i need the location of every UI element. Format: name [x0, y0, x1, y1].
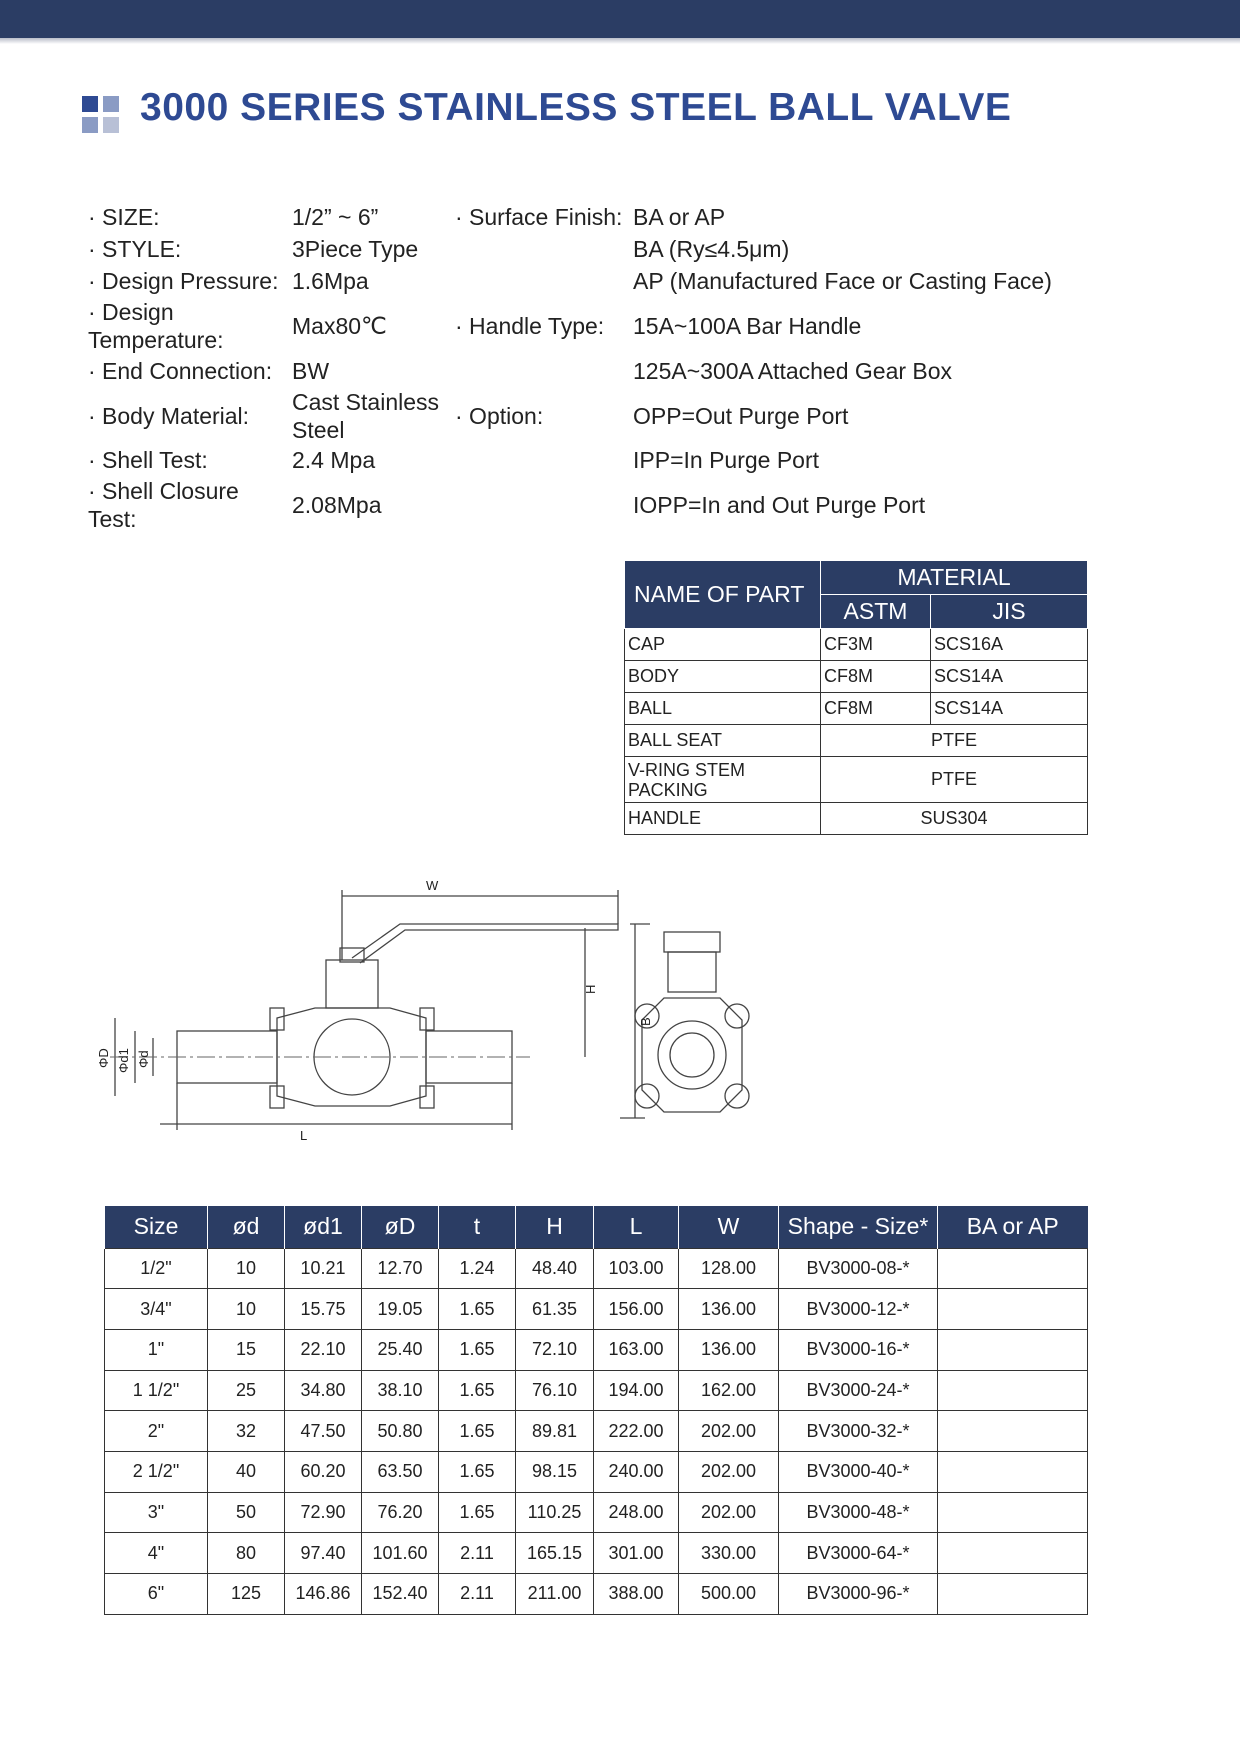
astm-cell: CF8M [821, 661, 931, 693]
cell-shape-size: BV3000-64-* [779, 1533, 938, 1574]
spec-shell-closure-value: 2.08Mpa [292, 492, 382, 518]
cell-ba-or-ap [938, 1492, 1088, 1533]
cell-w: 202.00 [679, 1451, 779, 1492]
cell-t: 1.65 [439, 1451, 516, 1492]
table-row [105, 1451, 1088, 1492]
astm-cell: CF3M [821, 629, 931, 661]
cell-shape-size: BV3000-48-* [779, 1492, 938, 1533]
cell-od: 25 [208, 1370, 285, 1411]
cell-od: 32 [208, 1411, 285, 1452]
table-row [105, 1411, 1088, 1452]
cell-t: 1.65 [439, 1370, 516, 1411]
cell-t: 1.65 [439, 1329, 516, 1370]
cell-od1: 146.86 [285, 1574, 362, 1615]
material-cell: SUS304 [821, 803, 1088, 835]
cell-ba-or-ap [938, 1451, 1088, 1492]
cell-l: 240.00 [594, 1451, 679, 1492]
material-header: MATERIAL [821, 561, 1088, 595]
col-header-t: t [439, 1206, 516, 1248]
cell-l: 222.00 [594, 1411, 679, 1452]
spec-temperature-value: Max80℃ [292, 313, 387, 339]
cell-size: 6" [105, 1574, 208, 1615]
cell-oD: 63.50 [362, 1451, 439, 1492]
cell-oD: 101.60 [362, 1533, 439, 1574]
spec-handle-label: · Handle Type: [455, 313, 605, 339]
cell-ba-or-ap [938, 1329, 1088, 1370]
cell-l: 156.00 [594, 1289, 679, 1330]
stem [326, 960, 378, 1008]
table-row [105, 1574, 1088, 1615]
spec-option-label: · Option: [455, 403, 544, 429]
cell-ba-or-ap [938, 1289, 1088, 1330]
cell-l: 301.00 [594, 1533, 679, 1574]
cell-od: 15 [208, 1329, 285, 1370]
dim-w-label: W [426, 878, 439, 893]
jis-cell: SCS14A [931, 661, 1088, 693]
cell-od1: 10.21 [285, 1248, 362, 1289]
col-header-od1: ød1 [285, 1206, 362, 1248]
col-header-oD: øD [362, 1206, 439, 1248]
cell-l: 194.00 [594, 1370, 679, 1411]
part-name: V-RING STEM PACKING [625, 757, 821, 803]
table-row [625, 661, 1088, 693]
cell-shape-size: BV3000-12-* [779, 1289, 938, 1330]
table-row [105, 1329, 1088, 1370]
table-row [105, 1248, 1088, 1289]
cell-shape-size: BV3000-32-* [779, 1411, 938, 1452]
part-name: BODY [625, 661, 821, 693]
cell-h: 165.15 [516, 1533, 594, 1574]
cell-shape-size: BV3000-16-* [779, 1329, 938, 1370]
cell-t: 1.65 [439, 1492, 516, 1533]
col-header-h: H [516, 1206, 594, 1248]
astm-cell: CF8M [821, 693, 931, 725]
cell-w: 330.00 [679, 1533, 779, 1574]
cell-od: 10 [208, 1248, 285, 1289]
table-row [105, 1289, 1088, 1330]
cell-oD: 12.70 [362, 1248, 439, 1289]
cell-od: 80 [208, 1533, 285, 1574]
cell-h: 89.81 [516, 1411, 594, 1452]
table-row [105, 1370, 1088, 1411]
jis-cell: SCS14A [931, 693, 1088, 725]
spec-pressure-label: · Design Pressure: [88, 268, 279, 294]
spec-style-label: · STYLE: [88, 236, 182, 262]
cell-ba-or-ap [938, 1370, 1088, 1411]
dimension-table [104, 1206, 1088, 1615]
spec-handle-value-2: 125A~300A Attached Gear Box [633, 358, 953, 384]
dim-phi-d-label: Φd [136, 1050, 151, 1068]
cell-ba-or-ap [938, 1574, 1088, 1615]
name-of-part-header: NAME OF PART [625, 561, 821, 629]
table-row [625, 693, 1088, 725]
col-header-shape-size: Shape - Size* [779, 1206, 938, 1248]
cell-size: 1" [105, 1329, 208, 1370]
part-name: CAP [625, 629, 821, 661]
cell-od1: 97.40 [285, 1533, 362, 1574]
cell-size: 3/4" [105, 1289, 208, 1330]
col-header-size: Size [105, 1206, 208, 1248]
part-name: BALL [625, 693, 821, 725]
cell-od1: 34.80 [285, 1370, 362, 1411]
cell-t: 1.24 [439, 1248, 516, 1289]
spec-body-material-value: Cast Stainless Steel [292, 389, 440, 443]
handle [352, 924, 618, 963]
spec-shell-closure-label: · Shell Closure Test: [88, 478, 239, 532]
dim-h-label: H [583, 984, 598, 994]
spec-surface-label: · Surface Finish: [455, 204, 623, 230]
cell-h: 98.15 [516, 1451, 594, 1492]
cell-ba-or-ap [938, 1411, 1088, 1452]
dim-phi-d1-label: Φd1 [116, 1048, 131, 1073]
cell-h: 48.40 [516, 1248, 594, 1289]
cell-od1: 72.90 [285, 1492, 362, 1533]
spec-surface-value-1: BA or AP [633, 204, 726, 230]
cell-size: 4" [105, 1533, 208, 1574]
header-shadow [0, 38, 1240, 44]
spec-surface-value-2: BA (Ry≤4.5μm) [633, 236, 790, 262]
material-table [624, 560, 1088, 835]
table-row [625, 629, 1088, 661]
cell-ba-or-ap [938, 1248, 1088, 1289]
col-header-l: L [594, 1206, 679, 1248]
material-cell: PTFE [821, 757, 1088, 803]
cell-t: 1.65 [439, 1411, 516, 1452]
cell-h: 76.10 [516, 1370, 594, 1411]
header-bar [0, 0, 1240, 38]
material-cell: PTFE [821, 725, 1088, 757]
astm-header: ASTM [821, 595, 931, 629]
cell-oD: 38.10 [362, 1370, 439, 1411]
spec-temperature-label: · Design Temperature: [88, 299, 224, 353]
cell-od: 125 [208, 1574, 285, 1615]
spec-option-value-2: IPP=In Purge Port [633, 447, 820, 473]
dim-phi-d-big-label: ΦD [96, 1048, 111, 1068]
cell-w: 202.00 [679, 1411, 779, 1452]
cell-h: 110.25 [516, 1492, 594, 1533]
table-row [625, 725, 1088, 757]
table-row [625, 803, 1088, 835]
col-header-od: ød [208, 1206, 285, 1248]
cell-size: 2" [105, 1411, 208, 1452]
cell-od1: 22.10 [285, 1329, 362, 1370]
spec-shell-test-value: 2.4 Mpa [292, 447, 376, 473]
spec-option-value-1: OPP=Out Purge Port [633, 403, 849, 429]
cell-l: 388.00 [594, 1574, 679, 1615]
spec-pressure-value: 1.6Mpa [292, 268, 369, 294]
cell-size: 1/2" [105, 1248, 208, 1289]
table-row [625, 757, 1088, 803]
cell-t: 2.11 [439, 1574, 516, 1615]
cell-shape-size: BV3000-96-* [779, 1574, 938, 1615]
cell-w: 136.00 [679, 1289, 779, 1330]
cell-shape-size: BV3000-40-* [779, 1451, 938, 1492]
spec-shell-test-label: · Shell Test: [88, 447, 208, 473]
bolt [420, 1008, 434, 1030]
cell-oD: 152.40 [362, 1574, 439, 1615]
cell-od1: 60.20 [285, 1451, 362, 1492]
spec-handle-value-1: 15A~100A Bar Handle [633, 313, 862, 339]
cell-od1: 15.75 [285, 1289, 362, 1330]
dim-b-label: B [638, 1017, 653, 1026]
cell-od: 50 [208, 1492, 285, 1533]
cell-oD: 50.80 [362, 1411, 439, 1452]
cell-od: 10 [208, 1289, 285, 1330]
jis-cell: SCS16A [931, 629, 1088, 661]
cell-od: 40 [208, 1451, 285, 1492]
spec-surface-value-3: AP (Manufactured Face or Casting Face) [633, 268, 1052, 294]
cell-h: 72.10 [516, 1329, 594, 1370]
cell-od1: 47.50 [285, 1411, 362, 1452]
spec-style-value: 3Piece Type [292, 236, 419, 262]
table-row [105, 1492, 1088, 1533]
col-header-ba-or-ap: BA or AP [938, 1206, 1088, 1248]
part-name: HANDLE [625, 803, 821, 835]
cell-w: 136.00 [679, 1329, 779, 1370]
cell-l: 248.00 [594, 1492, 679, 1533]
spec-body-material-label: · Body Material: [88, 403, 250, 429]
cell-t: 2.11 [439, 1533, 516, 1574]
header-row [105, 1206, 1088, 1248]
cell-size: 2 1/2" [105, 1451, 208, 1492]
spec-size-value: 1/2” ~ 6” [292, 204, 379, 230]
spec-option-value-3: IOPP=In and Out Purge Port [633, 492, 926, 518]
page-title: 3000 SERIES STAINLESS STEEL BALL VALVE [140, 86, 1012, 129]
cell-h: 211.00 [516, 1574, 594, 1615]
spec-end-connection-value: BW [292, 358, 330, 384]
cell-w: 162.00 [679, 1370, 779, 1411]
cell-h: 61.35 [516, 1289, 594, 1330]
cell-l: 163.00 [594, 1329, 679, 1370]
table-row [105, 1533, 1088, 1574]
cell-w: 128.00 [679, 1248, 779, 1289]
col-header-w: W [679, 1206, 779, 1248]
cell-w: 500.00 [679, 1574, 779, 1615]
cell-shape-size: BV3000-08-* [779, 1248, 938, 1289]
cell-oD: 76.20 [362, 1492, 439, 1533]
cell-oD: 19.05 [362, 1289, 439, 1330]
logo-icon [82, 96, 122, 136]
cell-size: 3" [105, 1492, 208, 1533]
cell-oD: 25.40 [362, 1329, 439, 1370]
valve-drawing [90, 868, 850, 1168]
spec-end-connection-label: · End Connection: [88, 358, 273, 384]
spec-size-label: · SIZE: [88, 204, 160, 230]
part-name: BALL SEAT [625, 725, 821, 757]
jis-header: JIS [931, 595, 1088, 629]
dim-l-label: L [300, 1128, 308, 1143]
cell-t: 1.65 [439, 1289, 516, 1330]
cell-l: 103.00 [594, 1248, 679, 1289]
cell-w: 202.00 [679, 1492, 779, 1533]
cell-shape-size: BV3000-24-* [779, 1370, 938, 1411]
cell-ba-or-ap [938, 1533, 1088, 1574]
cell-size: 1 1/2" [105, 1370, 208, 1411]
